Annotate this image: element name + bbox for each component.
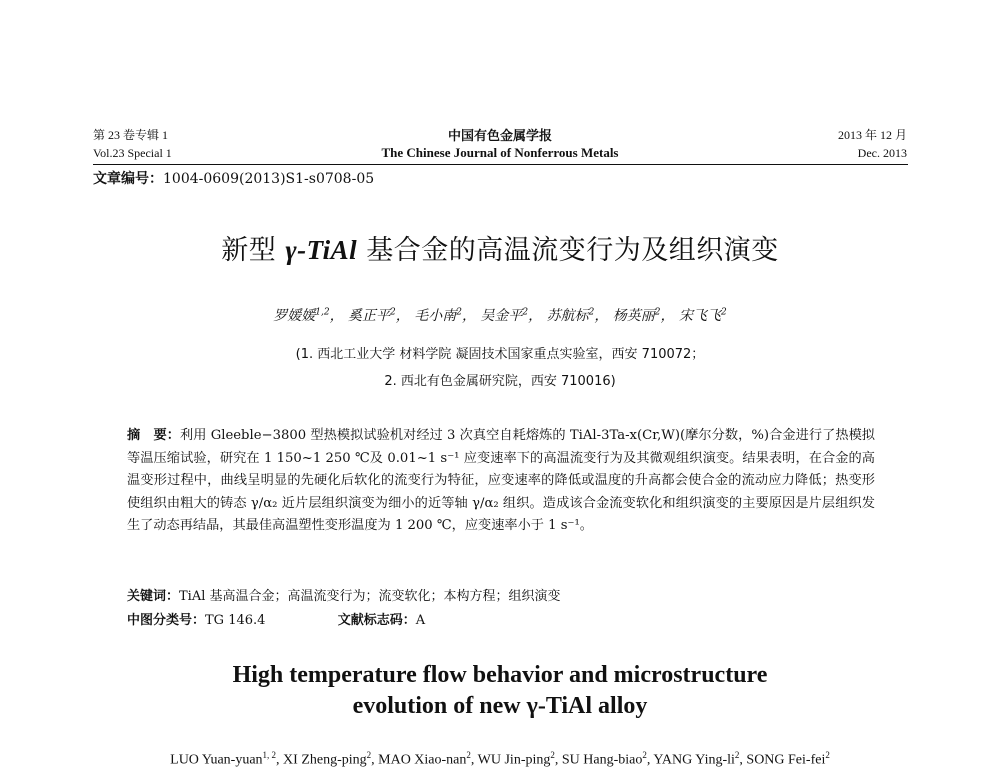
article-number (93, 168, 374, 188)
author-en-aff: 2 (550, 750, 555, 760)
abstract-text: 利用 Gleeble−3800 型热模拟试验机对经过 3 次真空自耗熔炼的 TiAl-3Ta-x(Cr,W)(摩尔分数，%)合金进行了热模拟等温压缩试验，研究在 1 150~1 250 ℃及 0.01~1 s⁻¹ 应变速率下的高温流变行为及其微观组织演变。结果表明，在合金的高温变形过程中，曲线呈明显的先硬化后软化的流变行为特征，应变速率的降低或温度的升高都会使合金的流动应力降低；热变形使组织由粗大的铸态 γ/α₂ 近片层组织演变为细小的近等轴 γ/α₂ 组织。造成该合金流变软化和组织演变的主要原因是片层组织发生了动态再结晶，其最佳高温塑性变形温度为 1 200 ℃，应变速率小于 1 s⁻¹。 (127, 428, 875, 533)
article-number-label: 文章编号： (93, 171, 163, 187)
clc-label: 中图分类号： (127, 613, 206, 628)
keywords-label: 关键词： (127, 589, 180, 604)
title-en-line-2: evolution of new γ-TiAl alloy (352, 693, 648, 719)
author-en: LUO Yuan-yuan (170, 752, 263, 768)
title-cn-symbol: γ-TiAl (285, 235, 358, 265)
affiliation-line-1: (1. 西北工业大学 材料学院 凝固技术国家重点实验室，西安 710072； (295, 347, 705, 362)
author-en: SU Hang-biao (561, 752, 643, 768)
keywords-text: TiAl 基高温合金；高温流变行为；流变软化；本构方程；组织演变 (179, 589, 561, 604)
author-cn: 苏航标 (546, 308, 589, 324)
journal-name-cn: 中国有色金属学报 (447, 129, 552, 144)
author-en: WU Jin-ping (477, 752, 551, 768)
title-cn-prefix: 新型 (221, 235, 286, 266)
author-en-aff: 2 (734, 750, 740, 760)
author-en: MAO Xiao-nan (378, 752, 467, 768)
author-cn-aff: 1,2 (315, 307, 330, 318)
author-cn-aff: 2 (390, 307, 396, 318)
author-cn: 罗媛媛 (273, 308, 316, 324)
author-cn: 奚正平 (348, 308, 391, 324)
article-number-value: 1004-0609(2013)S1-s0708-05 (163, 171, 375, 187)
header-rule (93, 164, 908, 165)
authors-cn: 罗媛媛$^{1,2}$， 奚正平$^2$， 毛小南$^2$， 吴金平$^2$， 苏航标$^2$， 杨英丽$^2$， 宋飞飞$^2$ (273, 307, 727, 324)
title-en-line-1: High temperature flow behavior and microstructure (232, 662, 768, 688)
classification (127, 609, 425, 628)
author-en-aff: 2 (825, 750, 830, 760)
volume-en: Vol.23 Special 1 (93, 146, 172, 160)
author-en-aff: 2 (466, 750, 471, 760)
title-cn-suffix: 基合金的高温流变行为及组织演变 (357, 235, 779, 266)
journal-name-en: The Chinese Journal of Nonferrous Metals (381, 145, 619, 160)
author-en-aff: 1, 2 (262, 750, 277, 760)
date-cn: 2013 年 12 月 (837, 128, 907, 142)
authors-en: LUO Yuan-yuan$^{1, 2}$, XI Zheng-ping$^2$, MAO Xiao-nan$^2$, WU Jin-ping$^2$, SU Hang-biao$^2$, YANG Ying-$li^2$, SONG Fei-fei$^2$ (170, 750, 830, 768)
affiliation-line-2: 2. 西北有色金属研究院，西安 710016) (384, 374, 616, 389)
author-cn: 杨英丽 (612, 308, 655, 324)
doc-code-label: 文献标志码： (337, 613, 416, 628)
author-cn-aff: 2 (720, 307, 727, 318)
author-en-aff: 2 (366, 750, 372, 760)
author-cn-aff: 2 (654, 307, 661, 318)
author-cn-aff: 2 (588, 307, 595, 318)
keywords (127, 585, 561, 604)
title-cn (0, 228, 1000, 267)
author-cn: 吴金平 (480, 308, 523, 324)
author-en: XI Zheng-ping (283, 752, 367, 768)
clc-value: TG 146.4 (205, 613, 266, 628)
date-en: Dec. 2013 (857, 146, 907, 160)
author-en-aff: 2 (642, 750, 647, 760)
abstract-label: 摘 要： (127, 428, 180, 443)
author-en: SONG Fei-fei (746, 752, 826, 768)
volume-cn: 第 23 卷专辑 1 (93, 128, 169, 142)
author-cn: 宋飞飞 (678, 308, 721, 324)
author-cn: 毛小南 (414, 308, 457, 324)
author-cn-aff: 2 (456, 307, 462, 318)
doc-code-value: A (415, 613, 426, 628)
author-en: YANG Ying-li (653, 752, 735, 768)
abstract (127, 425, 875, 538)
author-cn-aff: 2 (522, 307, 529, 318)
